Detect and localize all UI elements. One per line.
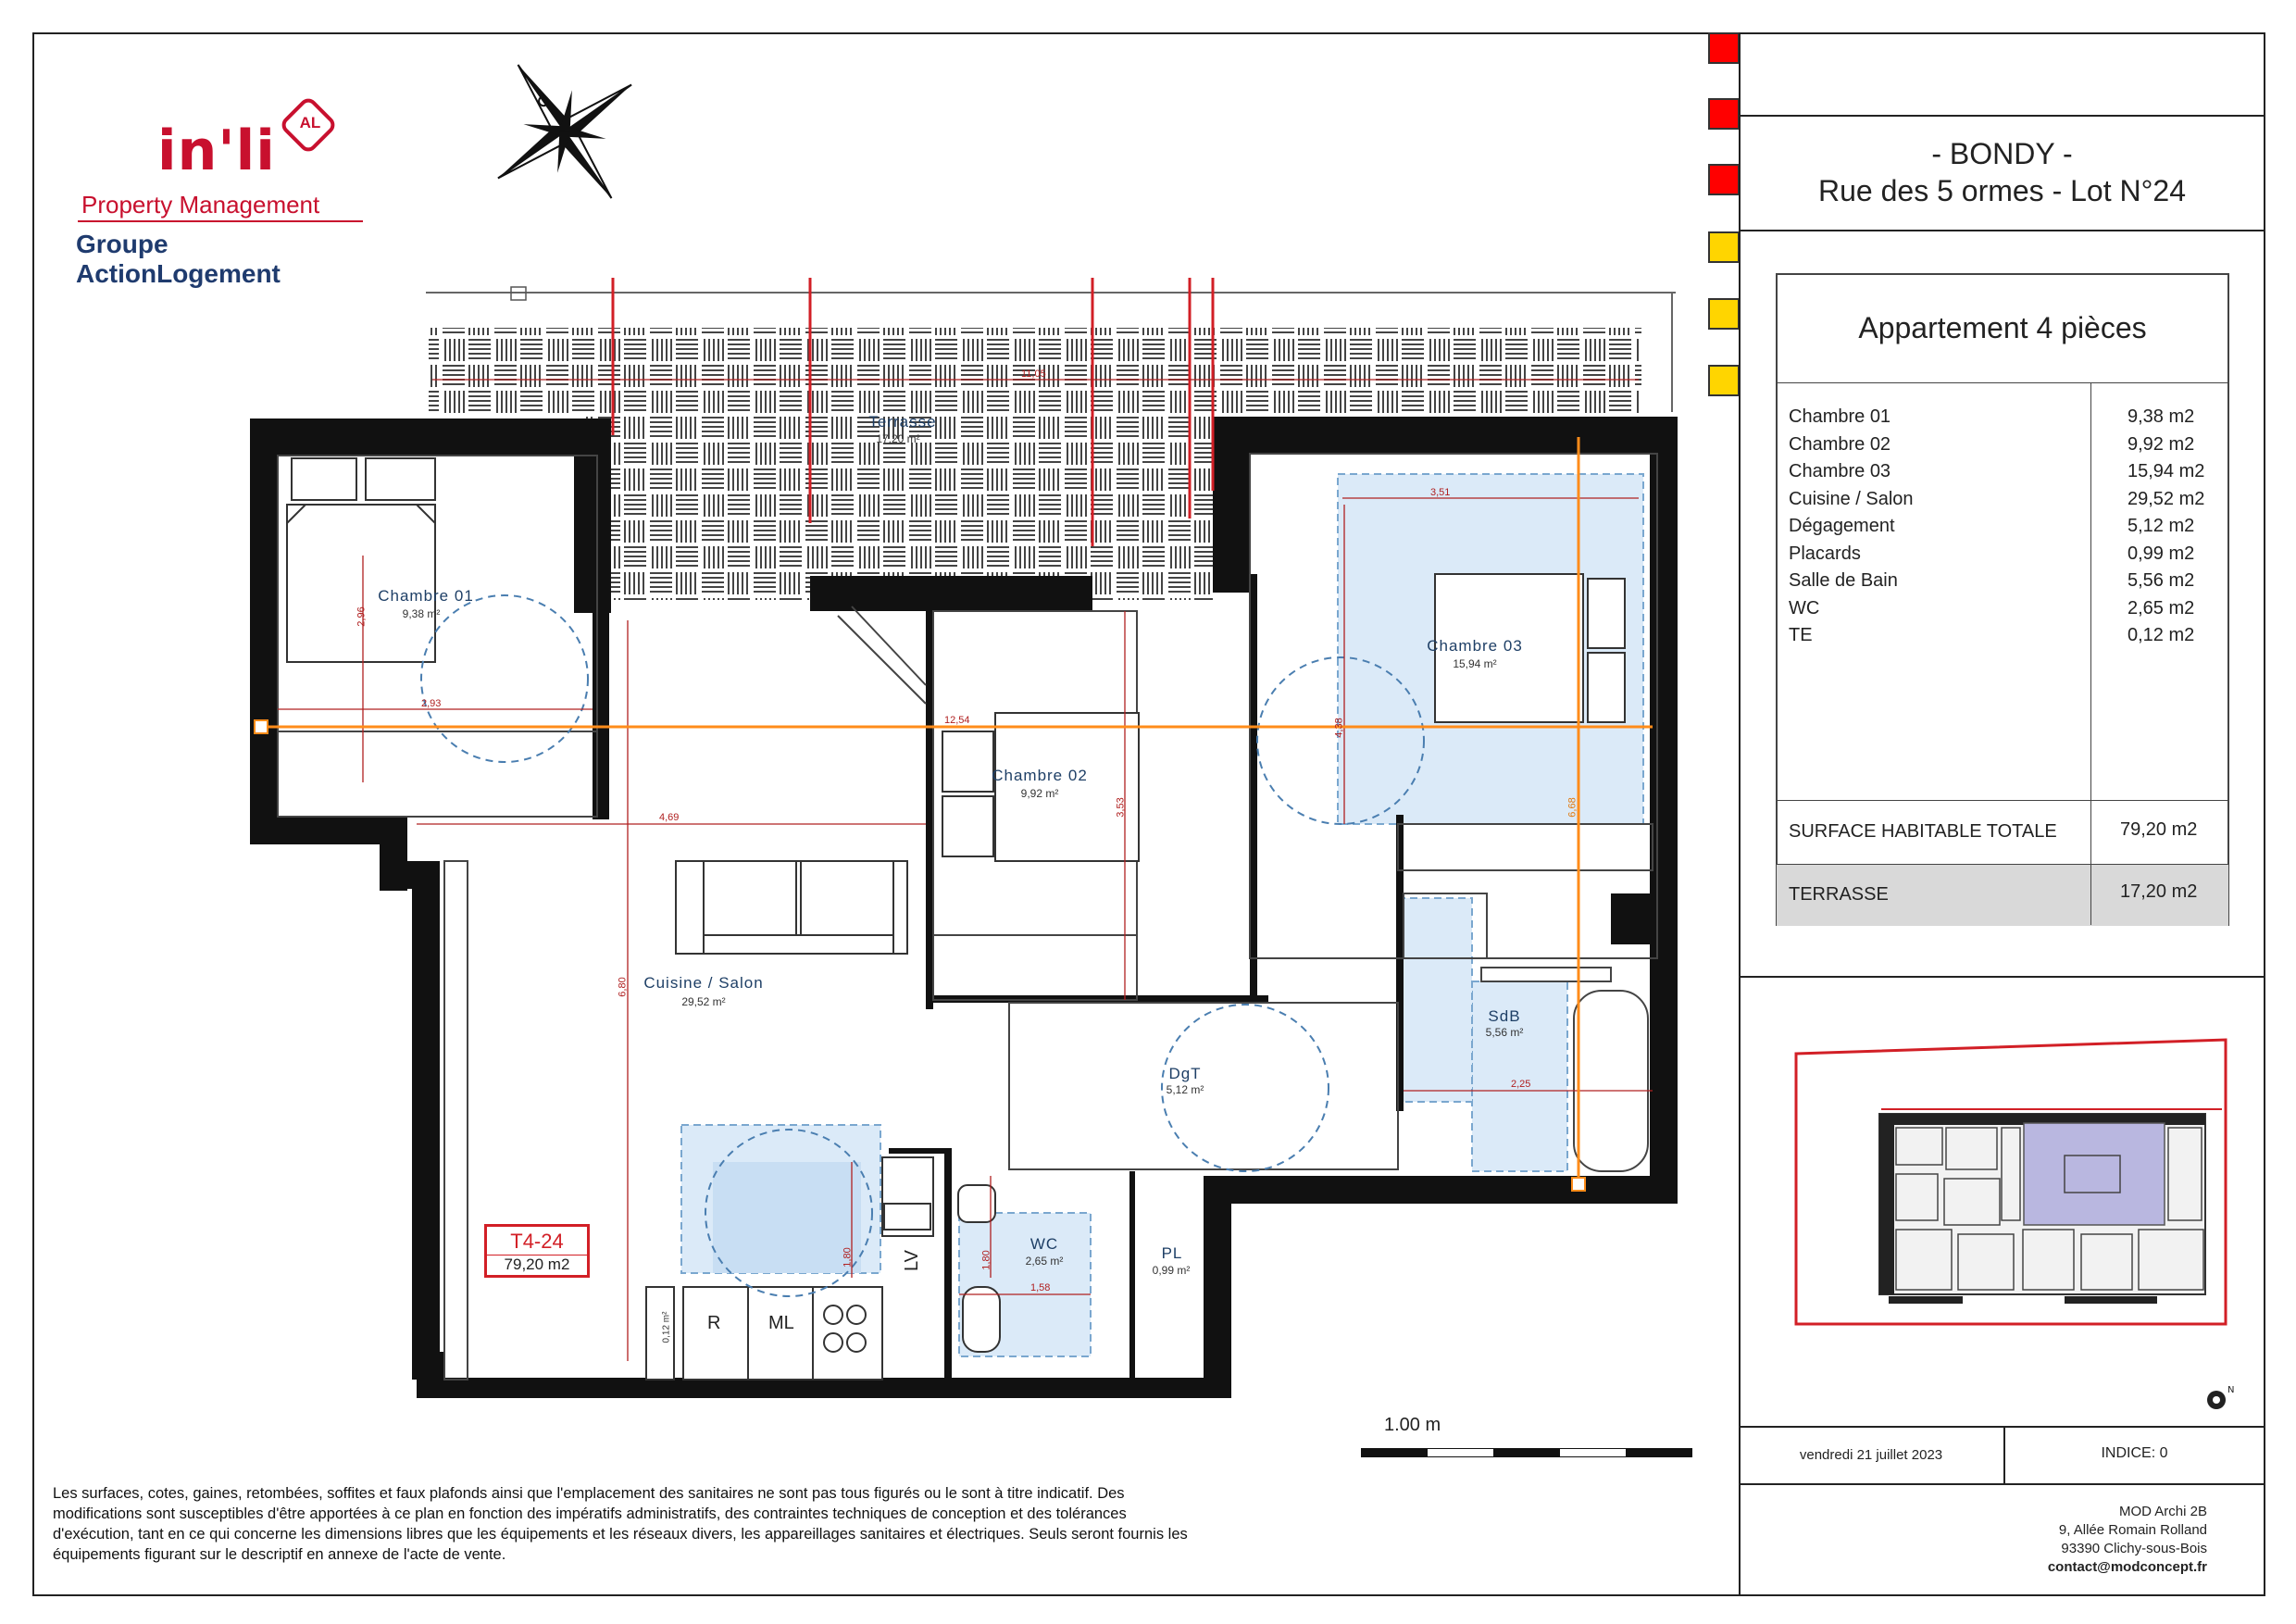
room-label-chambre03: Chambre 03 xyxy=(1427,637,1523,655)
room-label-chambre02: Chambre 02 xyxy=(992,767,1088,784)
architect-street: 9, Allée Romain Rolland xyxy=(2058,1522,2207,1538)
lot-tag xyxy=(484,1224,590,1278)
footer-date: vendredi 21 juillet 2023 xyxy=(1799,1447,1943,1463)
room-area-terrasse: 17,20 m² xyxy=(876,432,920,445)
area-room-8: WC xyxy=(1789,598,1820,618)
room-area-chambre02: 9,92 m² xyxy=(1020,787,1059,800)
total-value: 79,20 m2 xyxy=(2120,819,2198,840)
room-area-dgt: 5,12 m² xyxy=(1166,1083,1204,1096)
scale-bar xyxy=(1361,1448,1692,1457)
dim-ch02-top: 12,54 xyxy=(944,715,970,726)
status-marker-yellow-3 xyxy=(1708,365,1740,396)
table-col-line xyxy=(2090,382,2091,926)
area-value-8: 2,65 m2 xyxy=(2128,598,2195,618)
area-value-4: 29,52 m2 xyxy=(2128,489,2205,509)
scale-label: 1.00 m xyxy=(1384,1415,1441,1435)
area-room-1: Chambre 01 xyxy=(1789,406,1891,427)
status-marker-red-3 xyxy=(1708,164,1740,195)
room-label-wc: WC xyxy=(1029,1235,1059,1253)
logo-badge-text: AL xyxy=(299,114,321,131)
dim-ch01-width: 2,93 xyxy=(421,698,442,709)
area-value-9: 0,12 m2 xyxy=(2128,625,2195,645)
footer-indice: INDICE: 0 xyxy=(2101,1445,2168,1461)
washer-label: ML xyxy=(768,1313,794,1333)
area-room-4: Cuisine / Salon xyxy=(1789,489,1914,509)
area-value-7: 5,56 m2 xyxy=(2128,570,2195,591)
area-value-5: 5,12 m2 xyxy=(2128,516,2195,536)
room-area-sdb: 5,56 m² xyxy=(1485,1026,1524,1039)
logo-brand: in'li xyxy=(157,119,276,183)
lot-code: T4-24 xyxy=(510,1230,564,1253)
dim-sdb-width: 2,25 xyxy=(1511,1079,1531,1090)
room-area-wc: 2,65 m² xyxy=(1025,1255,1064,1268)
dim-ch02-height: 3,53 xyxy=(1115,797,1127,818)
architect-email[interactable]: contact@modconcept.fr xyxy=(2047,1559,2207,1575)
room-area-chambre03: 15,94 m² xyxy=(1453,657,1497,670)
area-room-3: Chambre 03 xyxy=(1789,461,1891,481)
total-label: SURFACE HABITABLE TOTALE xyxy=(1789,821,2057,842)
room-label-sdb: SdB xyxy=(1488,1007,1521,1025)
area-room-7: Salle de Bain xyxy=(1789,570,1898,591)
terrace-value: 17,20 m2 xyxy=(2120,881,2198,902)
status-marker-red-1 xyxy=(1708,32,1740,64)
room-area-pl: 0,99 m² xyxy=(1152,1264,1191,1277)
title-divider-5 xyxy=(1739,1483,2265,1485)
disclaimer-text: Les surfaces, cotes, gaines, retombées, soffites et faux plafonds ainsi que l'emplacement des sanitaires ne sont pas tous figurés ou le sont à titre indicatif. Des modifications sont susceptibles d'être apportées à ce plan en fonction des impératifs administratifs, des contraintes techniques de conception et des tolérances d'exécution, tant en ce qui concerne les dimensions libres que les équipements et les réseaux divers, les appareillages sanitaires et électriques. Seuls seront fournis les équipements figurant sur le descriptif en annexe de l'acte de vente. xyxy=(53,1485,1188,1563)
area-room-9: TE xyxy=(1789,625,1813,645)
apartment-title: Appartement 4 pièces xyxy=(1858,311,2147,344)
dim-wc-height: 1,80 xyxy=(980,1250,992,1270)
dim-terrace-width: 11,05 xyxy=(1021,369,1046,380)
architect-city: 93390 Clichy-sous-Bois xyxy=(2061,1541,2207,1556)
area-room-5: Dégagement xyxy=(1789,516,1895,536)
svg-text:N: N xyxy=(2227,1385,2235,1395)
table-header-line xyxy=(1776,382,2229,383)
status-marker-red-2 xyxy=(1708,98,1740,130)
dishwasher-label: LV xyxy=(901,1250,922,1271)
room-label-chambre01: Chambre 01 xyxy=(378,587,474,605)
area-room-2: Chambre 02 xyxy=(1789,434,1891,455)
dim-right-height: 6,68 xyxy=(1566,797,1578,818)
lot-area: 79,20 m2 xyxy=(487,1255,587,1274)
room-label-terrasse: Terrasse xyxy=(868,413,937,431)
small-compass-icon xyxy=(2202,1381,2239,1415)
title-divider-4 xyxy=(1739,1426,2265,1428)
room-area-te: 0,12 m² xyxy=(661,1311,672,1343)
dim-kitchen-height: 1,80 xyxy=(842,1247,854,1268)
title-divider-3 xyxy=(1739,976,2265,978)
logo-tagline: Property Management xyxy=(81,191,320,219)
area-value-2: 9,92 m2 xyxy=(2128,434,2195,455)
table-total-line xyxy=(1776,800,2229,801)
dim-wc-width: 1,58 xyxy=(1030,1282,1051,1293)
title-divider-1 xyxy=(1739,115,2265,117)
status-marker-yellow-2 xyxy=(1708,298,1740,330)
room-area-cuisine: 29,52 m² xyxy=(681,995,726,1008)
terrace-col-line xyxy=(2090,864,2091,925)
room-area-chambre01: 9,38 m² xyxy=(402,607,441,620)
status-marker-yellow-1 xyxy=(1708,231,1740,263)
project-city: - BONDY - xyxy=(1931,137,2073,170)
site-plan-minimap xyxy=(1787,1035,2240,1331)
area-value-3: 15,94 m2 xyxy=(2128,461,2205,481)
area-value-6: 0,99 m2 xyxy=(2128,543,2195,564)
fridge-label: R xyxy=(707,1313,721,1333)
dim-ch03-width: 3,51 xyxy=(1430,487,1451,498)
project-address: Rue des 5 ormes - Lot N°24 xyxy=(1818,174,2186,207)
architect-name: MOD Archi 2B xyxy=(2118,1504,2207,1519)
room-label-pl: PL xyxy=(1161,1244,1183,1262)
area-room-6: Placards xyxy=(1789,543,1861,564)
dim-ch01-height: 2,96 xyxy=(356,606,368,627)
terrace-label: TERRASSE xyxy=(1789,884,1889,905)
dim-sejour-width: 4,69 xyxy=(659,812,680,823)
dim-sejour-height: 6,80 xyxy=(617,977,629,997)
logo-group: Groupe ActionLogement xyxy=(76,230,281,288)
dim-ch03-height: 4,38 xyxy=(1333,718,1345,738)
room-label-dgt: DgT xyxy=(1168,1065,1202,1082)
room-label-cuisine: Cuisine / Salon xyxy=(643,974,764,992)
title-divider-2 xyxy=(1739,230,2265,231)
area-value-1: 9,38 m2 xyxy=(2128,406,2195,427)
